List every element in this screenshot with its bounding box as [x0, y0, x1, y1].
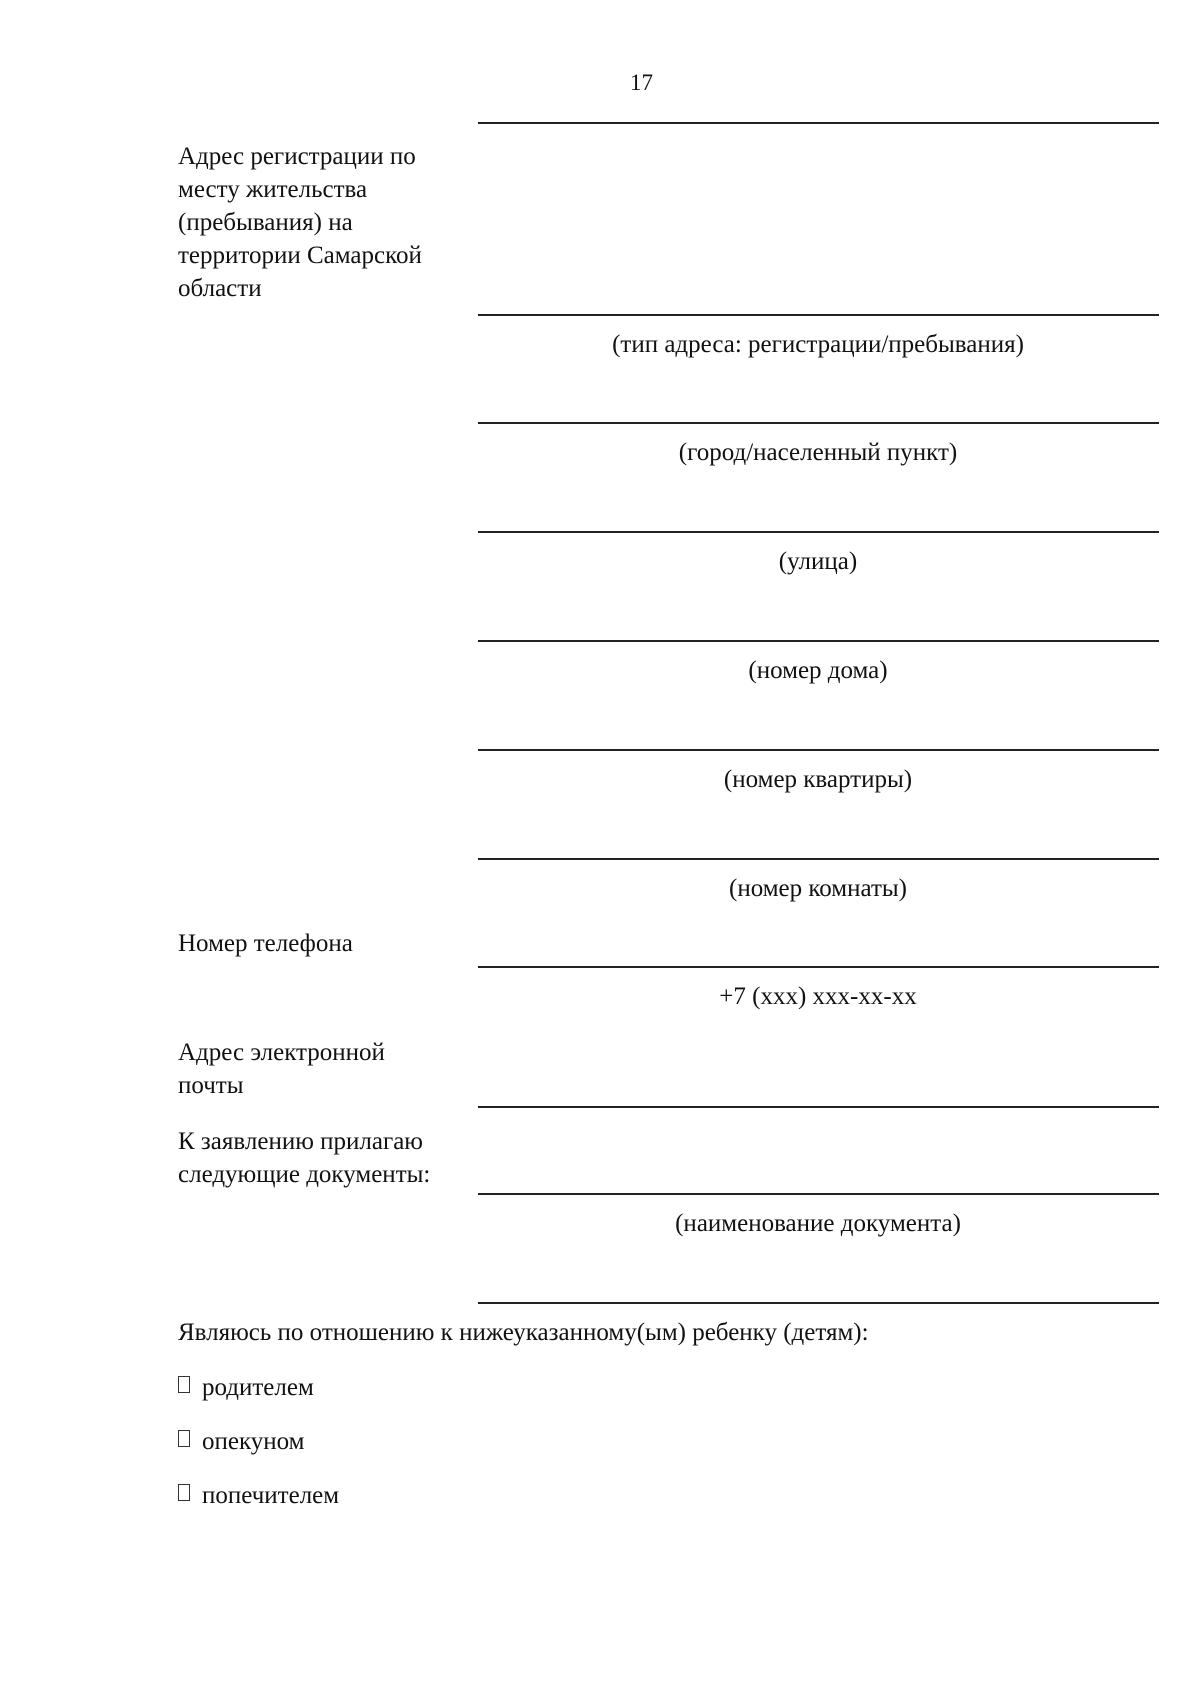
- address-type-field[interactable]: [478, 314, 1159, 316]
- phone-field[interactable]: [478, 966, 1159, 968]
- apartment-field[interactable]: [478, 749, 1159, 751]
- option-label: опекуном: [202, 1428, 305, 1455]
- option-parent[interactable]: [178, 1371, 314, 1404]
- address-type-caption: (тип адреса: регистрации/пребывания): [612, 331, 1024, 358]
- document-extra-field[interactable]: [478, 1302, 1159, 1304]
- documents-label: К заявлению прилагаю следующие документы:: [178, 1128, 431, 1188]
- phone-label: Номер телефона: [178, 930, 353, 957]
- document-name-caption: (наименование документа): [675, 1210, 961, 1237]
- checkbox-icon[interactable]: [178, 1376, 190, 1393]
- house-field[interactable]: [478, 640, 1159, 642]
- page-number: 17: [630, 70, 653, 95]
- room-field[interactable]: [478, 858, 1159, 860]
- email-field[interactable]: [478, 1106, 1159, 1108]
- phone-format-caption: +7 (xxx) xxx-xx-xx: [719, 983, 917, 1010]
- city-caption: (город/населенный пункт): [678, 439, 958, 466]
- room-caption: (номер комнаты): [729, 875, 907, 902]
- relation-question: Являюсь по отношению к нижеуказанному(ым) ребенку (детям):: [178, 1319, 869, 1346]
- form-line: [478, 122, 1159, 124]
- checkbox-icon[interactable]: [178, 1430, 190, 1447]
- option-trustee[interactable]: [178, 1479, 339, 1512]
- option-label: попечителем: [202, 1482, 340, 1509]
- checkbox-icon[interactable]: [178, 1484, 190, 1501]
- email-label: Адрес электронной почты: [178, 1039, 385, 1099]
- street-caption: (улица): [778, 548, 858, 575]
- city-field[interactable]: [478, 422, 1159, 424]
- house-caption: (номер дома): [748, 657, 888, 684]
- document-field[interactable]: [478, 1193, 1159, 1195]
- street-field[interactable]: [478, 531, 1159, 533]
- option-label: родителем: [202, 1374, 314, 1401]
- address-label: Адрес регистрации по месту жительства (пребывания) на территории Самарской области: [178, 143, 422, 302]
- option-guardian[interactable]: [178, 1425, 305, 1458]
- apartment-caption: (номер квартиры): [723, 766, 913, 793]
